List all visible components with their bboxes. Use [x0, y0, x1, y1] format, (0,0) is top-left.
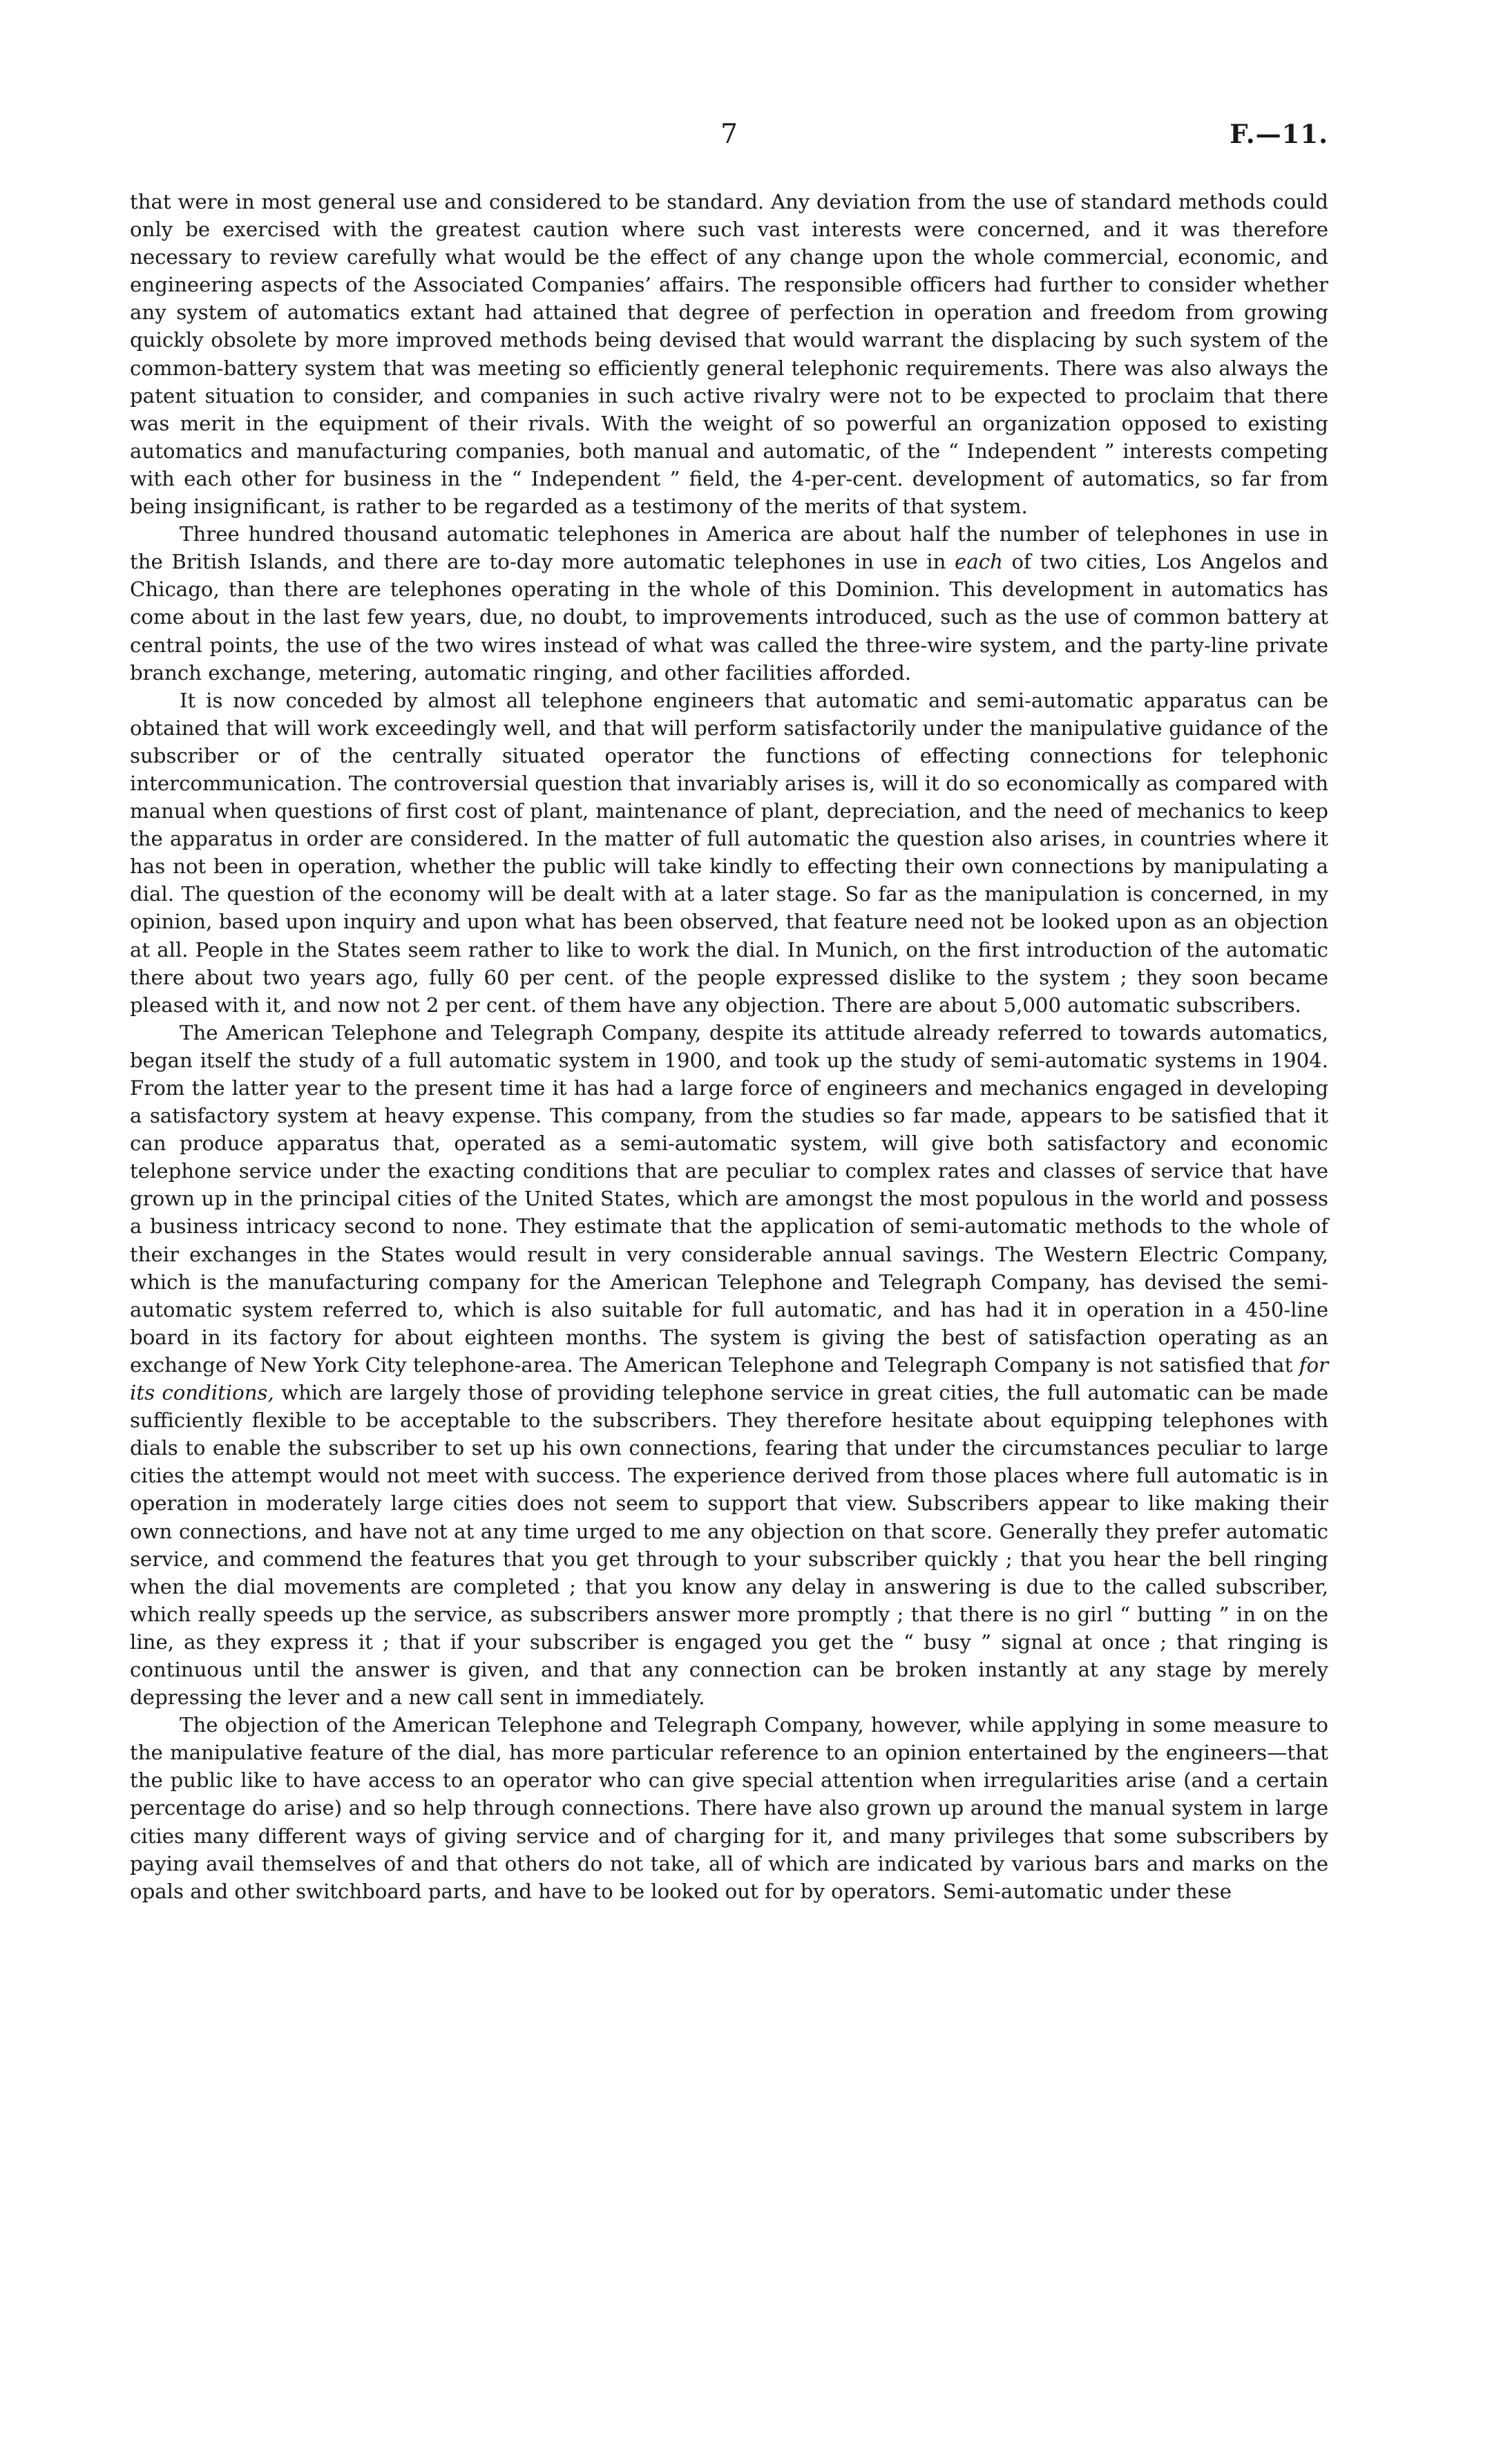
paragraph-3: [130, 687, 1328, 1019]
page-header: [130, 119, 1328, 160]
paragraph-text: It is now conceded by almost all telephone engineers that automatic and semi-automatic apparatus can be obtained that will work exceedingly well, and that will perform satisfactorily under the manipulative guidance of the subscriber or of the centrally situated operator the functions of effecting connections for telephonic intercommunication. The controversial question that invariably arises is, will it do so economically as compared with manual when questions of first cost of plant, maintenance of plant, depreciation, and the need of mechanics to keep the apparatus in order are considered. In the matter of full automatic the question also arises, in countries where it has not been in operation, whether the public will take kindly to effecting their own connections by manipulating a dial. The question of the economy will be dealt with at a later stage. So far as the manipulation is concerned, in my opinion, based upon inquiry and upon what has been observed, that feature need not be looked upon as an objection at all. People in the States seem rather to like to work the dial. In Munich, on the first introduction of the automatic there about two years ago, fully 60 per cent. of the people expressed dislike to the system ; they soon became pleased with it, and now not 2 per cent. of them have any objection. There are about 5,000 automatic subscribers.: [130, 688, 1328, 1017]
body-text: [130, 188, 1328, 1905]
paragraph-text: Three hundred thousand automatic telephones in America are about half the number of telephones in use in the British Islands, and there are to-day more automatic telephones in use in: [130, 522, 1328, 574]
emphasis-text: each: [955, 550, 1003, 574]
page-number: 7: [720, 119, 738, 150]
paragraph-2: [130, 520, 1328, 687]
paragraph-5: [130, 1711, 1328, 1905]
paragraph-text: of two cities, Los Angelos and Chicago, than there are telephones operating in the whole of this Dominion. This development in automatics has come about in the last few years, due, no doubt, to improvements introduced, such as the use of common battery at central points, the use of the two wires instead of what was called the three-wire system, and the party-line private branch exchange, metering, automatic ringing, and other facilities afforded.: [130, 550, 1328, 685]
paragraph-text: which are largely those of providing telephone service in great cities, the full automatic can be made sufficiently flexible to be acceptable to the subscribers. They therefore hesitate about equipping telephones with dials to enable the subscriber to set up his own connections, fearing that under the circumstances peculiar to large cities the attempt would not meet with success. The experience derived from those places where full automatic is in operation in moderately large cities does not seem to support that view. Subscribers appear to like making their own connections, and have not at any time urged to me any objection on that score. Generally they prefer automatic service, and commend the features that you get through to your subscriber quickly ; that you hear the bell ringing when the dial movements are completed ; that you know any delay in answering is due to the called subscriber, which really speeds up the service, as subscribers answer more promptly ; that there is no girl “ butting ” in on the line, as they express it ; that if your subscriber is engaged you get the “ busy ” signal at once ; that ringing is continuous until the answer is given, and that any connection can be broken instantly at any stage by merely depressing the lever and a new call sent in immediately.: [130, 1381, 1328, 1710]
paragraph-4: [130, 1019, 1328, 1711]
paragraph-text: that were in most general use and considered to be standard. Any deviation from the use of standard methods could only be exercised with the greatest caution where such vast interests were concerned, and it was therefore necessary to review carefully what would be the effect of any change upon the whole commercial, economic, and engineering aspects of the Associated Companies’ affairs. The responsible officers had further to consider whether any system of automatics extant had attained that degree of perfection in operation and freedom from growing quickly obsolete by more improved methods being devised that would warrant the displacing by such system of the common-battery system that was meeting so efficiently general telephonic requirements. There was also always the patent situation to consider, and companies in such active rivalry were not to be expected to proclaim that there was merit in the equipment of their rivals. With the weight of so powerful an organization opposed to existing automatics and manufacturing companies, both manual and automatic, of the “ Independent ” interests competing with each other for business in the “ Independent ” field, the 4-per-cent. development of automatics, so far from being insignificant, is rather to be regarded as a testimony of the merits of that system.: [130, 190, 1328, 519]
paragraph-text: The American Telephone and Telegraph Company, despite its attitude already referred to towards automatics, began itself the study of a full automatic system in 1900, and took up the study of semi-automatic systems in 1904. From the latter year to the present time it has had a large force of engineers and mechanics engaged in developing a satisfactory system at heavy expense. This company, from the studies so far made, appears to be satisfied that it can produce apparatus that, operated as a semi-automatic system, will give both satisfactory and economic telephone service under the exacting conditions that are peculiar to complex rates and classes of service that have grown up in the principal cities of the United States, which are amongst the most populous in the world and possess a business intricacy second to none. They estimate that the application of semi-automatic methods to the whole of their exchanges in the States would result in very considerable annual savings. The Western Electric Company, which is the manufacturing company for the American Telephone and Telegraph Company, has devised the semi-automatic system referred to, which is also suitable for full automatic, and has had it in operation in a 450-line board in its factory for about eighteen months. The system is giving the best of satisfaction operating as an exchange of New York City telephone-area. The American Telephone and Telegraph Company is not satisfied that: [130, 1020, 1328, 1377]
paragraph-text: The objection of the American Telephone and Telegraph Company, however, while applying in some measure to the manipulative feature of the dial, has more particular reference to an opinion entertained by the engineers—that the public like to have access to an operator who can give special attention when irregularities arise (and a certain percentage do arise) and so help through connections. There have also grown up around the manual system in large cities many different ways of giving service and of charging for it, and many privileges that some subscribers by paying avail themselves of and that others do not take, all of which are indicated by various bars and marks on the opals and other switchboard parts, and have to be looked out for by operators. Semi-automatic under these: [130, 1713, 1328, 1903]
paragraph-1: [130, 188, 1328, 520]
emphasis-text: for its conditions,: [130, 1353, 1328, 1405]
document-code: F.—11.: [1230, 119, 1328, 149]
